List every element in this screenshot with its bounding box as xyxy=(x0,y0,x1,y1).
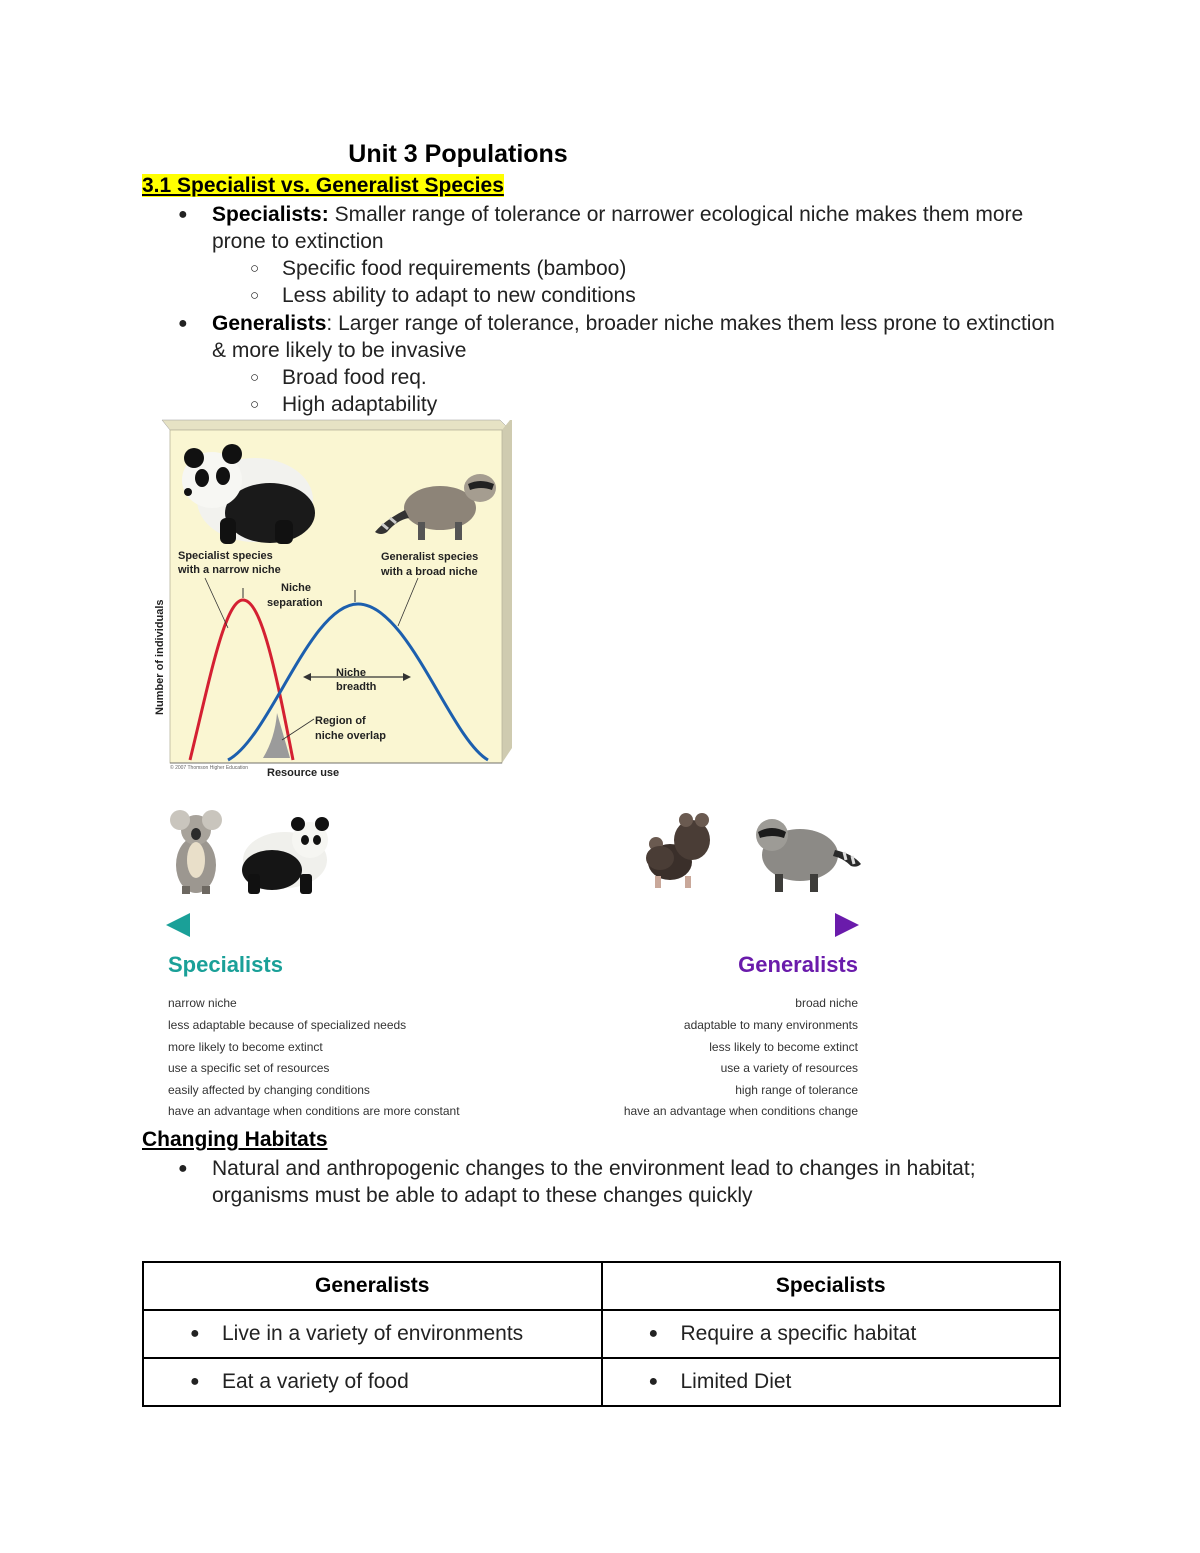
bullet-changing-habitats xyxy=(178,1155,1062,1209)
bullet-specialists-sub-2 xyxy=(250,282,982,309)
generalists-list-item: less likely to become extinct xyxy=(709,1040,858,1054)
specialist-label-line-2: with a narrow niche xyxy=(178,564,281,576)
generalists-text: : Larger range of tolerance, broader niche makes them less prone to extinction & more likely to be invasive xyxy=(212,312,1055,362)
bullet-specialists xyxy=(178,201,1062,255)
table-row xyxy=(143,1358,1060,1406)
specialists-text: Smaller range of tolerance or narrower ecological niche makes them more prone to extinction xyxy=(212,203,1024,253)
page-title: Unit 3 Populations xyxy=(348,140,568,168)
table-row xyxy=(143,1310,1060,1358)
panda-icon xyxy=(242,817,329,894)
specialists-list-item: easily affected by changing conditions xyxy=(168,1083,370,1097)
spectrum-graphic xyxy=(160,800,870,950)
box-side-edge xyxy=(502,420,512,763)
specialists-list-item: less adaptable because of specialized needs xyxy=(168,1018,407,1032)
specialists-term: Specialists: xyxy=(212,203,329,226)
table-cell-text: Limited Diet xyxy=(680,1370,792,1393)
overlap-line-1: Region of xyxy=(315,715,366,727)
table-cell xyxy=(602,1310,1061,1358)
raccoon-icon xyxy=(756,819,861,892)
generalist-label-line-1: Generalist species xyxy=(381,551,479,563)
table-cell-text: Live in a variety of environments xyxy=(222,1322,524,1345)
bullet-text: High adaptability xyxy=(282,393,438,416)
bullet-dot-icon: ● xyxy=(190,1373,200,1390)
generalists-list-item: high range of tolerance xyxy=(735,1083,858,1097)
bullet-circle-icon: ○ xyxy=(250,369,260,386)
generalists-list-item: use a variety of resources xyxy=(720,1061,858,1075)
specialist-label-line-1: Specialist species xyxy=(178,550,273,562)
niche-breadth-line-1: Niche xyxy=(336,667,366,679)
y-axis-label: Number of individuals xyxy=(154,599,166,715)
generalists-title: Generalists xyxy=(738,952,858,977)
bullet-dot-icon: ● xyxy=(178,206,188,223)
bullet-generalists-sub-2 xyxy=(250,391,982,418)
specialists-list-item: use a specific set of resources xyxy=(168,1061,330,1075)
generalists-list-item: adaptable to many environments xyxy=(683,1018,858,1032)
table-header-generalists: Generalists xyxy=(143,1262,602,1310)
table-cell xyxy=(143,1310,602,1358)
bullet-text: Natural and anthropogenic changes to the environment lead to changes in habitat; organisms must be able to adapt to these changes quickly xyxy=(212,1157,976,1207)
generalists-list-item: have an advantage when conditions change xyxy=(623,1104,858,1118)
table-header-specialists: Specialists xyxy=(602,1262,1061,1310)
table-header-row xyxy=(143,1262,1060,1310)
bullet-dot-icon: ● xyxy=(178,1160,188,1177)
specialists-list-item: narrow niche xyxy=(168,996,237,1010)
bullet-text: Less ability to adapt to new conditions xyxy=(282,284,636,307)
rats-icon xyxy=(646,813,710,888)
niche-separation-line-1: Niche xyxy=(281,582,311,594)
bullet-dot-icon: ● xyxy=(648,1373,659,1390)
bullet-text: Specific food requirements (bamboo) xyxy=(282,257,627,280)
copyright-text: © 2007 Thomson Higher Education xyxy=(170,765,249,771)
x-axis-label: Resource use xyxy=(267,767,340,779)
overlap-line-2: niche overlap xyxy=(315,730,386,742)
bullet-circle-icon: ○ xyxy=(250,260,260,277)
box-top-edge xyxy=(162,420,510,430)
table-cell xyxy=(143,1358,602,1406)
bullet-circle-icon: ○ xyxy=(250,287,260,304)
generalists-term: Generalists xyxy=(212,312,327,335)
comparison-table xyxy=(142,1261,1061,1407)
bullet-generalists-sub-1 xyxy=(250,364,982,391)
bullet-text: Broad food req. xyxy=(282,366,427,389)
section-heading-specialist-generalist xyxy=(142,174,504,198)
generalist-label-line-2: with a broad niche xyxy=(381,566,478,578)
bullet-generalists xyxy=(178,310,1062,364)
spectrum-figure xyxy=(160,800,870,1125)
specialists-title: Specialists xyxy=(168,952,283,977)
niche-breadth-line-2: breadth xyxy=(336,681,377,693)
generalists-list-item: broad niche xyxy=(795,996,858,1010)
table-cell-text: Eat a variety of food xyxy=(222,1370,409,1393)
bullet-dot-icon: ● xyxy=(648,1325,659,1342)
arrow-left-icon xyxy=(166,913,190,937)
bullet-dot-icon: ● xyxy=(178,315,188,332)
section-heading-changing-habitats: Changing Habitats xyxy=(142,1128,328,1151)
bullet-circle-icon: ○ xyxy=(250,396,260,413)
specialists-list-item: have an advantage when conditions are more constant xyxy=(168,1104,460,1118)
koala-icon xyxy=(170,810,222,894)
table-cell xyxy=(602,1358,1061,1406)
bullet-dot-icon: ● xyxy=(190,1325,200,1342)
niche-separation-line-2: separation xyxy=(267,597,323,609)
arrow-right-icon xyxy=(835,913,859,937)
table-cell-text: Require a specific habitat xyxy=(680,1322,917,1345)
bullet-specialists-sub-1 xyxy=(250,255,982,282)
niche-diagram-figure xyxy=(150,418,530,786)
section-heading-text: 3.1 Specialist vs. Generalist Species xyxy=(142,174,504,197)
specialists-list-item: more likely to become extinct xyxy=(168,1040,323,1054)
